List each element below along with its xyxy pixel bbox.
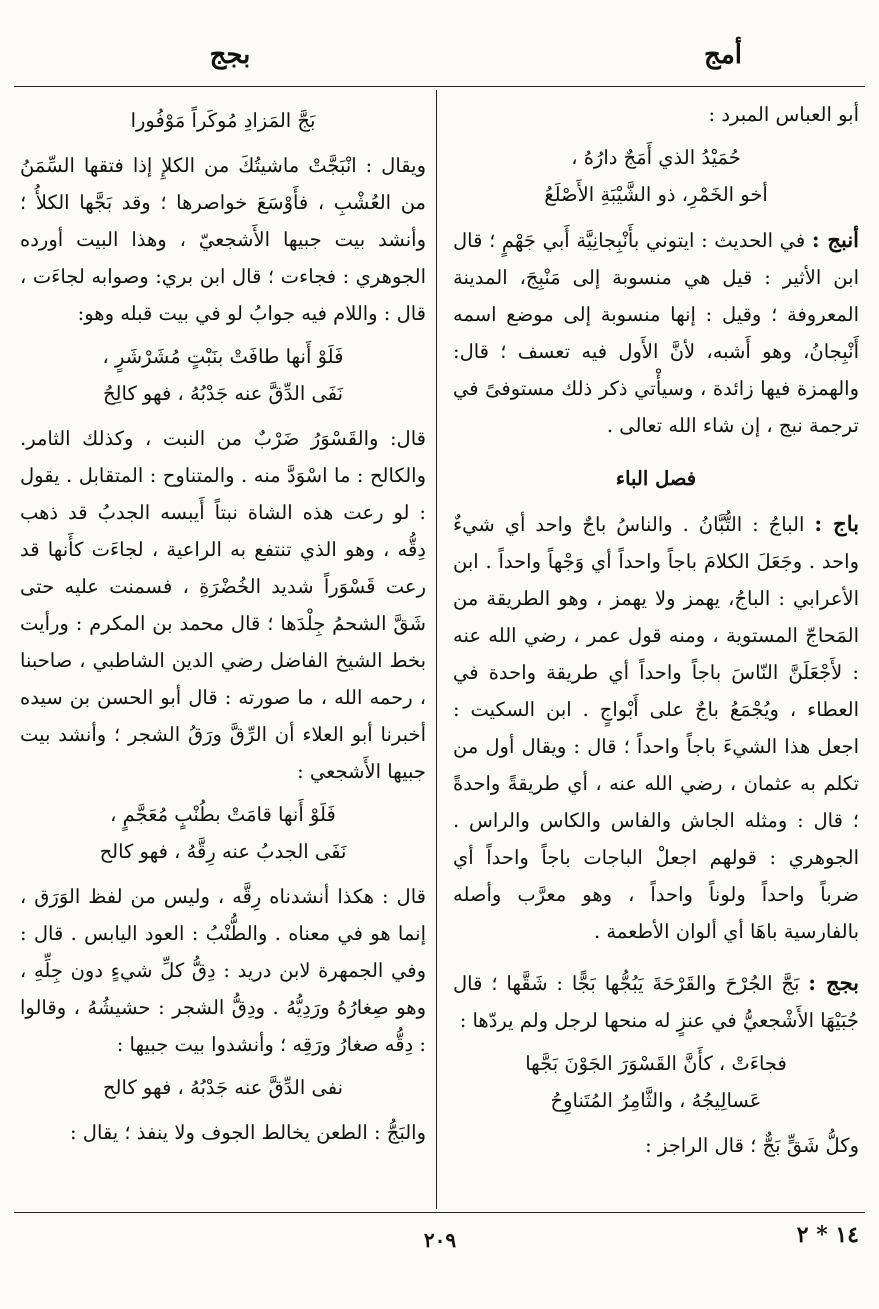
- running-head-right: أمج: [704, 40, 742, 70]
- paragraph: قال: والقَسْوَرُ ضَرْبٌ من النبت ، وكذلك الثامر. والكالح : ما اسْوَدَّ منه . والمتناوح : المتقابل . يقول : لو رعت هذه الشاة نبتاً أَيبسه الجدبُ قد ذهب دِقُّه ، وهو الذي تنتفع به الراعية ، لجاءَت كأَنها قد رعت قَسْوَراً شديد الخُضْرَةِ ، فسمنت عليه حتى شَقَّ الشحمُ جِلْدَها ؛ قال محمد بن المكرم : ورأيت بخط الشيخ الفاضل رضي الدين الشاطبي ، صاحبنا ، رحمه الله ، ما صورته : قال أبو الحسن بن سيده أخبرنا أبو العلاء أن الرِّقَّ ورَقُ الشجر ؛ وأنشد بيت جبيها الأَشجعي :: [20, 427, 426, 783]
- entry-text: الباجُ : التُّبَّانُ . والناسُ باجٌ واحد أي شيءٌ واحد . وجَعَلَ الكلامَ باجاً واحداً أي وَجْهاً واحداً . ابن الأعرابي : الباجُ، يهمز ولا يهمز ، وهو الطريقة من المَحاجّ المستوية ، ومنه قول عمر ، رضي الله عنه : لأَجْعَلَنَّ النّاسَ باجاً واحداً أي طريقة واحدة في العطاء ، ويُجْمَعُ باجٌ على أَبْواجٍ . ابن السكيت : اجعل هذا الشيءَ باجاً واحداً ؛ قال : ويقال أول من تكلم به عثمان ، رضي الله عنه ، أي طريقةً واحدةً ؛ قال : ومثله الجاش والفاس والكاس والراس . الجوهري : قولهم اجعلْ الباجات باجاً واحداً أي ضرباً واحداً ولوناً واحداً ، وهو معرَّب وأصله بالفارسية باهَا أي ألوان الأطعمة .: [453, 513, 859, 943]
- verse-line: أخو الخَمْرِ، ذو الشَّيْبَةِ الأَصْلَعُ: [544, 183, 768, 206]
- verse-line: فَلَوْ أَنها طافَتْ بنَبْتٍ مُشَرْشَرٍ ،: [102, 345, 344, 368]
- headword: أنبج :: [811, 227, 860, 252]
- running-head-left: بجج: [209, 40, 251, 70]
- bottom-rule: [14, 1212, 865, 1213]
- entry-text: بَجَّ الجُرْحَ والقَرْحَةَ يَبُجُّها بَجًّا : شَقَّها ؛ قال جُبَيْهَا الأَشْجعيُّ في عنزٍ له منحها لرجل ولم يردّها :: [453, 972, 859, 1032]
- paragraph: أبو العباس المبرد :: [708, 103, 859, 126]
- left-column: [20, 96, 426, 1151]
- entry-anbaj: [453, 221, 859, 444]
- verse: بَجَّ المَزادِ مُوكَراً مَوْفُورا: [130, 109, 316, 132]
- entry-bajj: [453, 964, 859, 1039]
- verse-line: فجاءَتْ ، كأَنَّ القَسْوَرَ الجَوْنَ بَجَّها: [525, 1052, 787, 1075]
- verse-line: نَفَى الدِّقَّ عنه جَدْبُهُ ، فهو كالِحُ: [102, 382, 344, 405]
- paragraph: وكلُّ شَقٍّ بَجٌّ ؛ قال الراجز :: [645, 1134, 859, 1157]
- column-divider: [436, 90, 437, 1209]
- page-number: ٢٠٩: [423, 1228, 457, 1252]
- section-title: فصل الباء: [615, 467, 697, 490]
- paragraph: ويقال : انْبَجَّتْ ماشيتُكَ من الكلإِ إذا فتقها السِّمَنُ من العُشْبِ ، فأَوْسَعَ خواصرها ؛ وقد بَجَّها الكلأُ ؛ وأنشد بيت جبيها الأَشجعيّ ، وهذا البيت أورده الجوهري : فجاءت ؛ قال ابن بري: وصوابه لجاءَت ، قال : واللام فيه جوابُ لو في بيت قبله وهو:: [20, 154, 426, 325]
- top-rule: [14, 86, 865, 87]
- headword: بجج :: [808, 970, 860, 995]
- verse: [453, 1045, 859, 1119]
- signature-mark: ١٤ * ٢: [796, 1222, 859, 1248]
- verse: [20, 338, 426, 412]
- paragraph: قال : هكذا أنشدناه رِقَّه ، وليس من لفظ الوَرَق ، إنما هو في معناه . والطُّنْبُ : العود اليابس . قال : وفي الجمهرة لابن دريد : دِقُّ كلِّ شيءٍ دون جِلِّهِ ، وهو صِغارُهُ ورَدِيُّهُ . ودِقُّ الشجر : حشيشُهُ ، وقالوا : دِقُّه صغارُ ورَقِه ؛ وأنشدوا بيت جبيها :: [20, 885, 426, 1056]
- verse-line: حُمَيْدُ الذي أَمَجٌ دارُهُ ،: [571, 146, 741, 169]
- entry-baj: [453, 505, 859, 950]
- spacer: [453, 950, 859, 964]
- verse: [453, 139, 859, 213]
- entry-text: في الحديث : ايتوني بأَنْبِجانِيَّة أَبي جَهْمٍ ؛ قال ابن الأثير : قيل هي منسوبة إلى مَنْبِجَ، المدينة المعروفة ؛ وقيل : إنها منسوبة إلى موضع اسمه أَنْبِجانُ، وهو أَشبه، لأنَّ الأَول فيه تعسف ؛ قال: والهمزة فيها زائدة ، وسيأْتي ذكر ذلك مستوفىً في ترجمة نبج ، إن شاء الله تعالى .: [453, 229, 859, 437]
- headword: باج :: [814, 511, 859, 536]
- verse-line: نَفَى الجدبُ عنه رِقَّهُ ، فهو كالح: [99, 840, 347, 863]
- verse-line: عَسالِيجُهُ ، والثَّامِرُ المُتَناوِحُ: [550, 1089, 762, 1112]
- verse: [20, 796, 426, 870]
- verse: نفى الدِّقَّ عنه جَدْبُهُ ، فهو كالح: [102, 1076, 344, 1099]
- verse-line: فَلَوْ أَنها قامَتْ بطُنْبٍ مُعَجَّمٍ ،: [110, 803, 336, 826]
- right-column: [453, 96, 859, 1164]
- paragraph: والبَجُّ : الطعن يخالط الجوف ولا ينفذ ؛ يقال :: [70, 1121, 426, 1144]
